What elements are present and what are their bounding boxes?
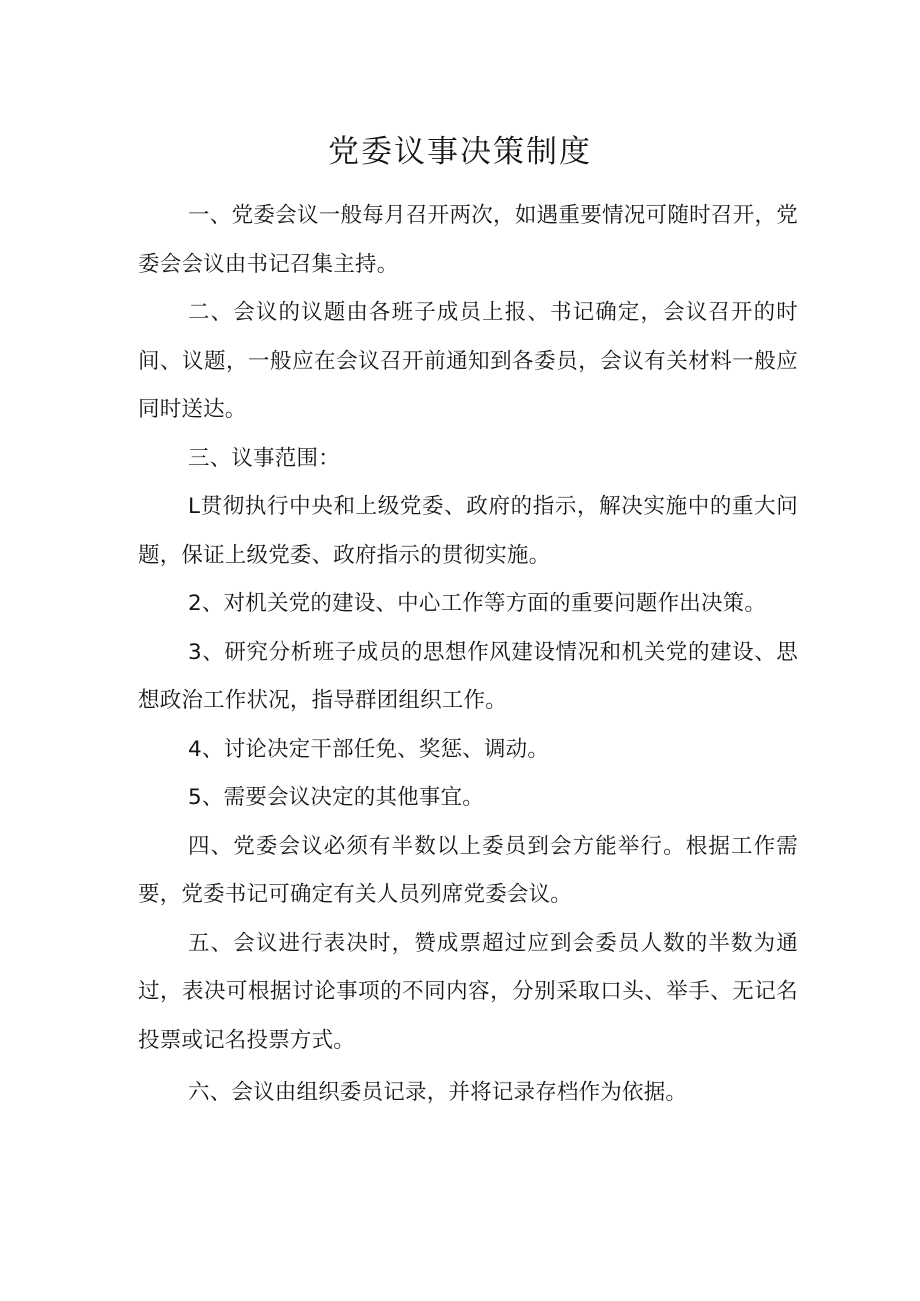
document-body bbox=[138, 192, 798, 1118]
paragraph-quorum: 四、党委会议必须有半数以上委员到会方能举行。根据工作需要，党委书记可确定有关人员列席党委会议。 bbox=[138, 833, 798, 907]
paragraph-scope-heading: 三、议事范围： bbox=[188, 445, 340, 471]
document-title: 党委议事决策制度 bbox=[328, 134, 592, 170]
paragraph-voting: 五、会议进行表决时，赞成票超过应到会委员人数的半数为通过，表决可根据讨论事项的不同内容，分别采取口头、举手、无记名投票或记名投票方式。 bbox=[138, 930, 798, 1053]
paragraph-records: 六、会议由组织委员记录，并将记录存档作为依据。 bbox=[188, 1080, 688, 1105]
paragraph-scope-item-2: 2、对机关党的建设、中心工作等方面的重要问题作出决策。 bbox=[188, 591, 767, 616]
paragraph-scope-item-4: 4、讨论决定干部任免、奖惩、调动。 bbox=[188, 736, 550, 762]
paragraph-scope-item-5: 5、需要会议决定的其他事宜。 bbox=[188, 785, 484, 810]
paragraph-scope-item-1: L贯彻执行中央和上级党委、政府的指示，解决实施中的重大问题，保证上级党委、政府指示的贯彻实施。 bbox=[138, 494, 798, 568]
paragraph-agenda: 二、会议的议题由各班子成员上报、书记确定，会议召开的时间、议题，一般应在会议召开前通知到各委员，会议有关材料一般应同时送达。 bbox=[138, 300, 798, 422]
paragraph-meeting-frequency: 一、党委会议一般每月召开两次，如遇重要情况可随时召开，党委会会议由书记召集主持。 bbox=[138, 203, 798, 277]
paragraph-scope-item-3: 3、研究分析班子成员的思想作风建设情况和机关党的建设、思想政治工作状况，指导群团组织工作。 bbox=[138, 639, 798, 713]
